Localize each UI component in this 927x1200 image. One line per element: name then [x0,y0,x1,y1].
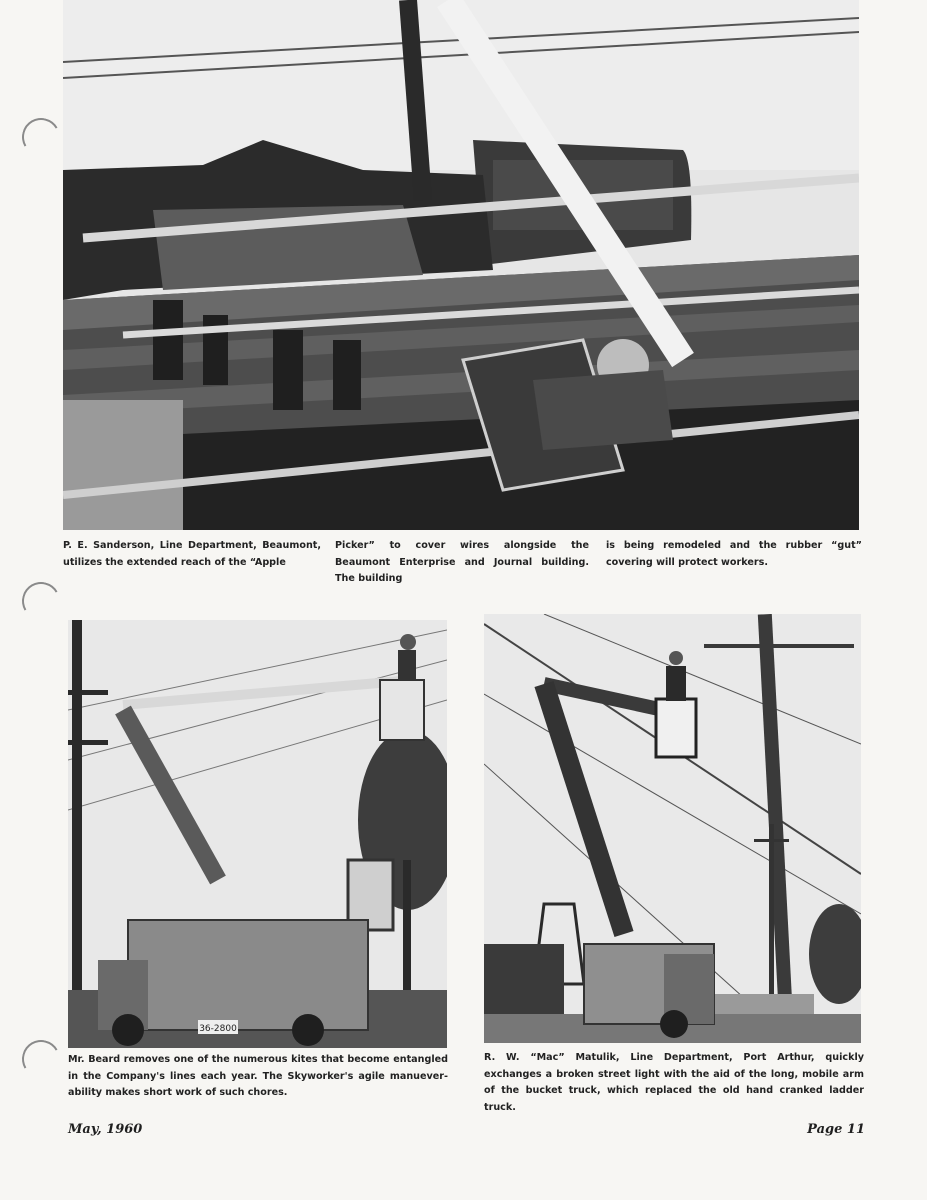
photo-apple-picker [63,0,859,530]
caption-bottom-left: Mr. Beard removes one of the numerous kites that become entangled in the Company's lines each year. The Skyworker's agile manuever-ability makes short work of such chores. [68,1054,448,1098]
caption-top-col3: is being remodeled and the rubber “gut” covering will protect workers. [606,540,862,568]
photo-kite-removal [68,620,447,1048]
binder-punch-mark [18,1036,65,1083]
caption-bottom-right: R. W. “Mac” Matulik, Line Department, Port Arthur, quickly exchanges a broken street light with the aid of the long, mobile arm of the bucket truck, which replaced the old hand cranked ladder truck. [484,1052,864,1113]
binder-punch-mark [18,114,65,161]
photo-street-light-exchange [484,614,861,1043]
caption-top-col1: P. E. Sanderson, Line Department, Beaumont, utilizes the extended reach of the “Apple [63,540,321,568]
binder-punch-mark [18,578,65,625]
footer-page-number: Page 11 [807,1122,865,1137]
caption-top-col2: Picker” to cover wires alongside the Beaumont Enterprise and Journal building. The building [335,540,589,584]
truck-plate-label: 36-2800 [199,1024,237,1034]
footer-date: May, 1960 [68,1122,143,1137]
